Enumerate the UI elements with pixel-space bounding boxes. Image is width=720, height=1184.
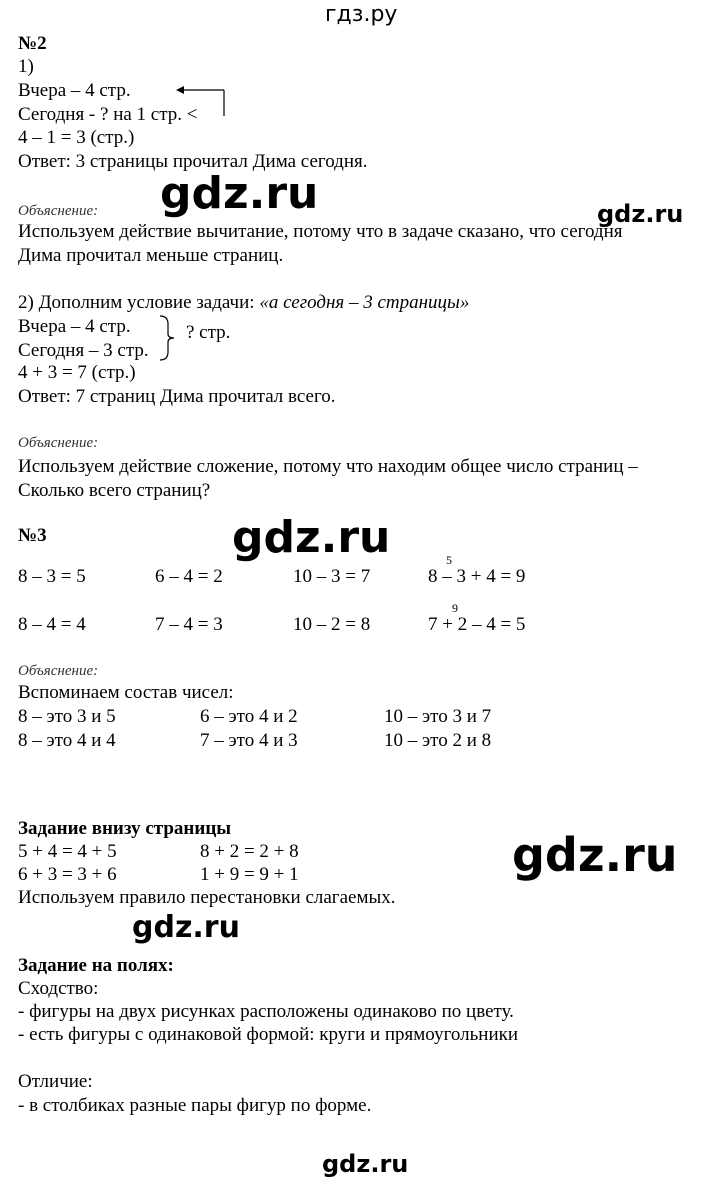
margin-task-similarity-1: - фигуры на двух рисунках расположены одинаково по цвету. [18, 1001, 514, 1022]
task2-part1-yesterday: Вчера – 4 стр. [18, 80, 131, 101]
task3-row1-item: 6 – 4 = 2 [155, 566, 223, 587]
task3-composition-item: 10 – это 3 и 7 [384, 706, 492, 727]
margin-task-similarity: Сходство: [18, 978, 99, 999]
watermark: gdz.ru [597, 200, 684, 228]
task3-row1-item: 8 – 3 + 4 = 9 [428, 566, 526, 587]
bottom-task-item: 5 + 4 = 4 + 5 [18, 841, 117, 862]
task3-composition-item: 10 – это 2 и 8 [384, 730, 492, 751]
task2-part1-label: 1) [18, 56, 34, 77]
site-header: гдз.ру [325, 2, 398, 27]
bottom-task-item: 6 + 3 = 3 + 6 [18, 864, 117, 885]
task2-part2-answer: Ответ: 7 страниц Дима прочитал всего. [18, 386, 336, 407]
task2-part2-label-text: 2) Дополним условие задачи: [18, 292, 255, 313]
task2-title: №2 [18, 33, 47, 54]
watermark: gdz.ru [322, 1150, 409, 1178]
watermark: gdz.ru [160, 168, 319, 219]
task2-part1-explanation-line1: Используем действие вычитание, потому что в задаче сказано, что сегодня [18, 221, 623, 242]
task2-part2-explanation-line1: Используем действие сложение, потому что находим общее число страниц – [18, 456, 638, 477]
task3-row2-superscript: 9 [452, 601, 458, 615]
task3-row2-item: 10 – 2 = 8 [293, 614, 371, 635]
task3-row2-item: 7 + 2 – 4 = 5 [428, 614, 526, 635]
task2-part2-explanation-line2: Сколько всего страниц? [18, 480, 211, 501]
bottom-task-item: 8 + 2 = 2 + 8 [200, 841, 299, 862]
task3-title: №3 [18, 525, 47, 546]
task2-part2-today: Сегодня – 3 стр. [18, 340, 149, 361]
task3-composition-item: 7 – это 4 и 3 [200, 730, 298, 751]
task3-row1-item: 8 – 3 = 5 [18, 566, 86, 587]
task3-composition-item: 8 – это 3 и 5 [18, 706, 116, 727]
watermark: gdz.ru [232, 512, 391, 563]
margin-task-title: Задание на полях: [18, 955, 174, 976]
margin-task-similarity-2: - есть фигуры с одинаковой формой: круги и прямоугольники [18, 1024, 519, 1045]
task3-row2-item: 8 – 4 = 4 [18, 614, 86, 635]
task3-row1-superscript: 5 [446, 553, 452, 567]
task2-part2-label [18, 292, 469, 314]
task2-part1-explanation-label: Объяснение: [18, 203, 99, 219]
margin-task-difference: Отличие: [18, 1071, 93, 1092]
task3-composition-item: 8 – это 4 и 4 [18, 730, 116, 751]
task2-part1-solution: 4 – 1 = 3 (стр.) [18, 127, 135, 148]
bottom-task-title: Задание внизу страницы [18, 818, 232, 839]
bottom-task-item: 1 + 9 = 9 + 1 [200, 864, 299, 885]
watermark: gdz.ru [132, 910, 240, 945]
task2-part1-answer: Ответ: 3 страницы прочитал Дима сегодня. [18, 151, 368, 172]
task3-composition-item: 6 – это 4 и 2 [200, 706, 298, 727]
task2-part2-explanation-label: Объяснение: [18, 435, 99, 451]
task2-part1-today: Сегодня - ? на 1 стр. < [18, 104, 198, 125]
watermark: gdz.ru [512, 828, 678, 882]
task3-row2-item: 7 – 4 = 3 [155, 614, 223, 635]
task2-part2-quote: «а сегодня – 3 страницы» [259, 292, 470, 313]
task2-part2-question: ? стр. [186, 322, 231, 343]
task2-part2-solution: 4 + 3 = 7 (стр.) [18, 362, 136, 383]
brace-icon [158, 314, 178, 362]
task3-explanation-intro: Вспоминаем состав чисел: [18, 682, 234, 703]
task3-row1-item: 10 – 3 = 7 [293, 566, 371, 587]
bottom-task-note: Используем правило перестановки слагаемых. [18, 887, 396, 908]
task3-explanation-label: Объяснение: [18, 663, 99, 679]
task2-part1-explanation-line2: Дима прочитал меньше страниц. [18, 245, 284, 266]
margin-task-difference-1: - в столбиках разные пары фигур по форме. [18, 1095, 372, 1116]
task2-part2-yesterday: Вчера – 4 стр. [18, 316, 131, 337]
